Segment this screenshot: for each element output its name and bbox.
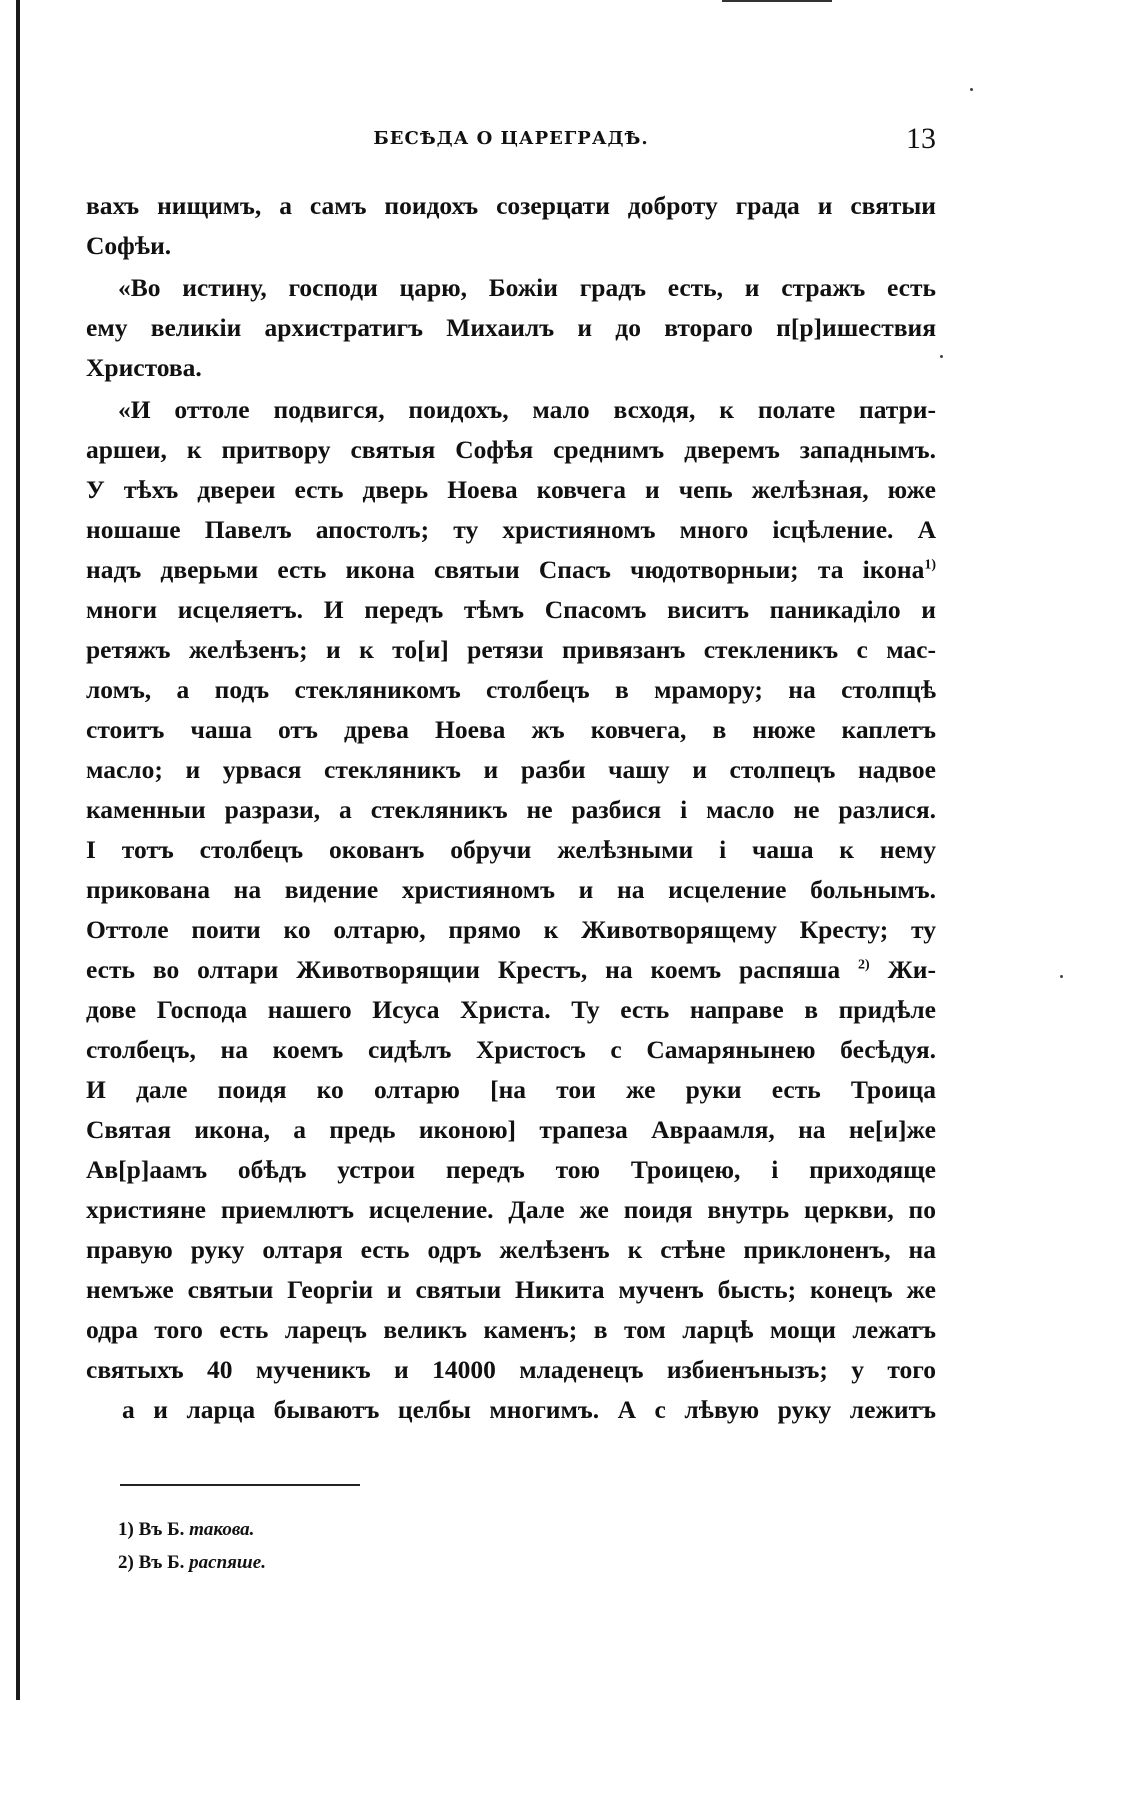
text-line: правую руку олтаря есть одръ желѣзенъ к стѣне приклоненъ, на <box>86 1235 936 1264</box>
text-line: ему великiи архистратигъ Михаилъ и до втораго п[р]ишествия <box>86 313 936 342</box>
text-line: «Во истину, господи царю, Божiи градъ есть, и стражъ есть <box>118 273 936 302</box>
text-line: Святая икона, а предь иконою] трапеза Авраамля, на не[и]же <box>86 1115 936 1144</box>
text-line: каменныи разрази, а стекляникъ не разбися i масло не разлися. <box>86 795 936 824</box>
text-line: немъже святыи Георгiи и святыи Никита мученъ бысть; конецъ же <box>86 1275 936 1304</box>
text-line: дове Господа нашего Исуса Христа. Ту есть направе в придѣле <box>86 995 936 1024</box>
text-line: прикована на видение християномъ и на исцеление больнымъ. <box>86 875 936 904</box>
text-line: «И оттоле подвигся, поидохъ, мало всходя, к полате патри- <box>118 395 936 424</box>
footnotes <box>118 1513 718 1579</box>
text-line: Ав[р]аамъ обѣдъ устрои передъ тою Троицею, i приходяще <box>86 1155 936 1184</box>
text-line: И дале поидя ко олтарю [на тои же руки есть Троица <box>86 1075 936 1104</box>
text-segment: Жи- <box>887 955 936 984</box>
footnote-text: такова. <box>189 1519 255 1540</box>
text-segment: есть во олтари Животворящии Крестъ, на коемъ распяша <box>86 955 841 984</box>
footnote-rule <box>120 1484 360 1486</box>
footnote-text: распяше. <box>189 1552 266 1573</box>
text-line <box>86 950 936 990</box>
footnote-marker: 1) Въ Б. <box>118 1519 185 1540</box>
text-line: ломъ, а подъ стекляникомъ столбецъ в мрамору; на столпцѣ <box>86 675 936 704</box>
text-line: У тѣхъ двереи есть дверь Ноева ковчега и чепь желѣзная, юже <box>86 475 936 504</box>
text-line: столбецъ, на коемъ сидѣлъ Христосъ с Самарянынею бесѣдуя. <box>86 1035 936 1064</box>
text-line: многи исцеляетъ. И передъ тѣмъ Спасомъ виситъ паникадiло и <box>86 595 936 624</box>
running-title: БЕСѢДА О ЦАРЕГРАДѢ. <box>373 128 649 149</box>
footnote-2 <box>118 1546 718 1579</box>
text-line: масло; и урвася стекляникъ и разби чашу и столпецъ надвое <box>86 755 936 784</box>
scan-edge-left <box>16 0 20 1700</box>
text-line: Христова. <box>86 353 202 382</box>
text-line: одра того есть ларецъ великъ каменъ; в том ларцѣ мощи лежатъ <box>86 1315 936 1344</box>
footnote-marker: 2) Въ Б. <box>118 1552 185 1573</box>
running-head <box>86 122 936 162</box>
text-line: святыхъ 40 мученикъ и 14000 младенецъ избиенънызъ; у того <box>86 1355 936 1384</box>
text-line: стоитъ чаша отъ древа Ноева жъ ковчега, в нюже каплетъ <box>86 715 936 744</box>
scan-edge-top <box>722 0 832 2</box>
page-number: 13 <box>906 122 936 155</box>
text-line: ношаше Павелъ апостолъ; ту християномъ много iсцѣление. А <box>86 515 936 544</box>
text-segment: надъ дверьми есть икона святыи Спасъ чюдотворныи; та iкона <box>86 555 925 584</box>
text-line: ретяжъ желѣзенъ; и к то[и] ретязи привязанъ стекленикъ с мас- <box>86 635 936 664</box>
text-line: вахъ нищимъ, а самъ поидохъ созерцати доброту града и святыи <box>86 191 936 220</box>
scan-speck <box>970 88 973 91</box>
scan-speck <box>1060 975 1063 978</box>
footnote-ref-1: 1) <box>924 557 936 573</box>
scan-speck <box>940 355 943 358</box>
footnote-1 <box>118 1513 718 1546</box>
text-line: а и ларца бываютъ целбы многимъ. А с лѣвую руку лежитъ <box>122 1395 936 1424</box>
text-line <box>86 550 936 590</box>
text-line: християне приемлютъ исцеление. Дале же поидя внутрь церкви, по <box>86 1195 936 1224</box>
text-line: аршеи, к притвору святыя Софѣя среднимъ дверемъ западнымъ. <box>86 435 936 464</box>
text-line: Софѣи. <box>86 231 172 260</box>
footnote-ref-2: 2) <box>858 957 870 973</box>
body-text <box>86 186 936 1430</box>
text-line: Оттоле поити ко олтарю, прямо к Животворящему Кресту; ту <box>86 915 936 944</box>
text-line: I тотъ столбецъ окованъ обручи желѣзными i чаша к нему <box>86 835 936 864</box>
